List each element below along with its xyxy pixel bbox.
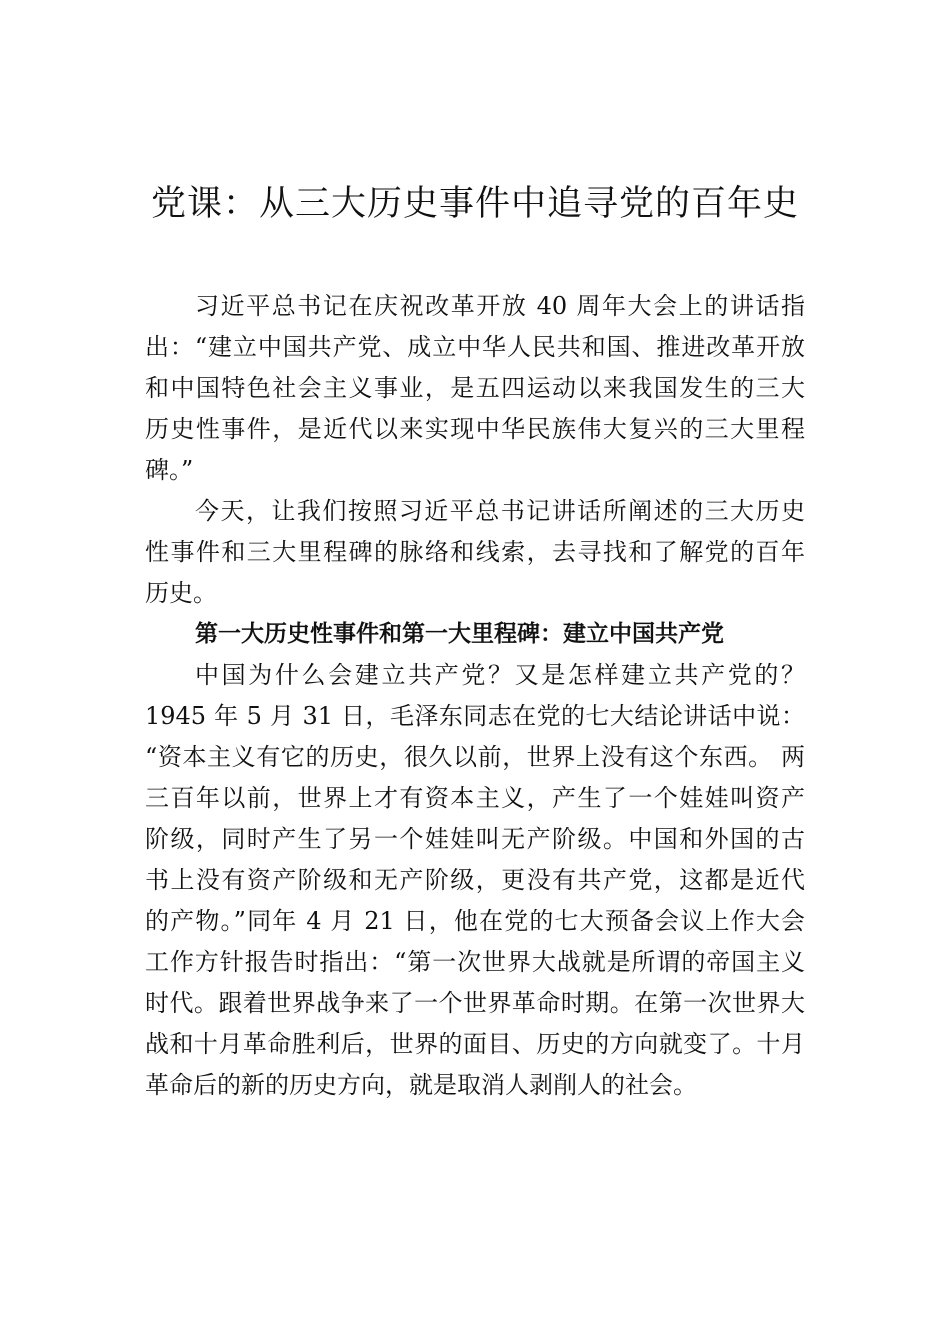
text-line: 中国为什么会建立共产党？又是怎样建立共产党的？: [195, 661, 805, 689]
text-line: 时代。跟着世界战争来了一个世界革命时期。在第一次世界大: [145, 989, 805, 1017]
text-line: 1945 年 5 月 31 日，毛泽东同志在党的七大结论讲话中说：: [145, 702, 805, 730]
text-line: 工作方针报告时指出：“第一次世界大战就是所谓的帝国主义: [145, 948, 805, 976]
paragraph-3: [145, 655, 805, 1106]
text-line: 革命后的新的历史方向，就是取消人剥削人的社会。: [145, 1071, 697, 1099]
text-line: 书上没有资产阶级和无产阶级，更没有共产党，这都是近代: [145, 866, 805, 894]
text-line: 战和十月革命胜利后，世界的面目、历史的方向就变了。十月: [145, 1030, 805, 1058]
paragraph-1: [145, 286, 805, 491]
text-line: 出：“建立中国共产党、成立中华人民共和国、推进改革开放: [145, 333, 805, 361]
text-line: 历史。: [145, 579, 217, 607]
section-heading: 第一大历史性事件和第一大里程碑：建立中国共产党: [195, 621, 724, 647]
document-title: 党课：从三大历史事件中追寻党的百年史: [150, 184, 799, 224]
text-line: 阶级，同时产生了另一个娃娃叫无产阶级。中国和外国的古: [145, 825, 805, 853]
document-body: [145, 286, 805, 1106]
text-line: 性事件和三大里程碑的脉络和线索，去寻找和了解党的百年: [145, 538, 805, 566]
text-line: 历史性事件，是近代以来实现中华民族伟大复兴的三大里程: [145, 415, 805, 443]
text-line: 的产物。”同年 4 月 21 日，他在党的七大预备会议上作大会: [145, 907, 805, 935]
paragraph-2: [145, 491, 805, 614]
text-line: 三百年以前，世界上才有资本主义，产生了一个娃娃叫资产: [145, 784, 805, 812]
text-line: 习近平总书记在庆祝改革开放 40 周年大会上的讲话指: [195, 292, 805, 320]
text-line: “资本主义有它的历史，很久以前，世界上没有这个东西。 两: [145, 743, 805, 771]
text-line: 碑。”: [145, 456, 194, 484]
text-line: 今天，让我们按照习近平总书记讲话所阐述的三大历史: [195, 497, 805, 525]
text-line: 和中国特色社会主义事业，是五四运动以来我国发生的三大: [145, 374, 805, 402]
